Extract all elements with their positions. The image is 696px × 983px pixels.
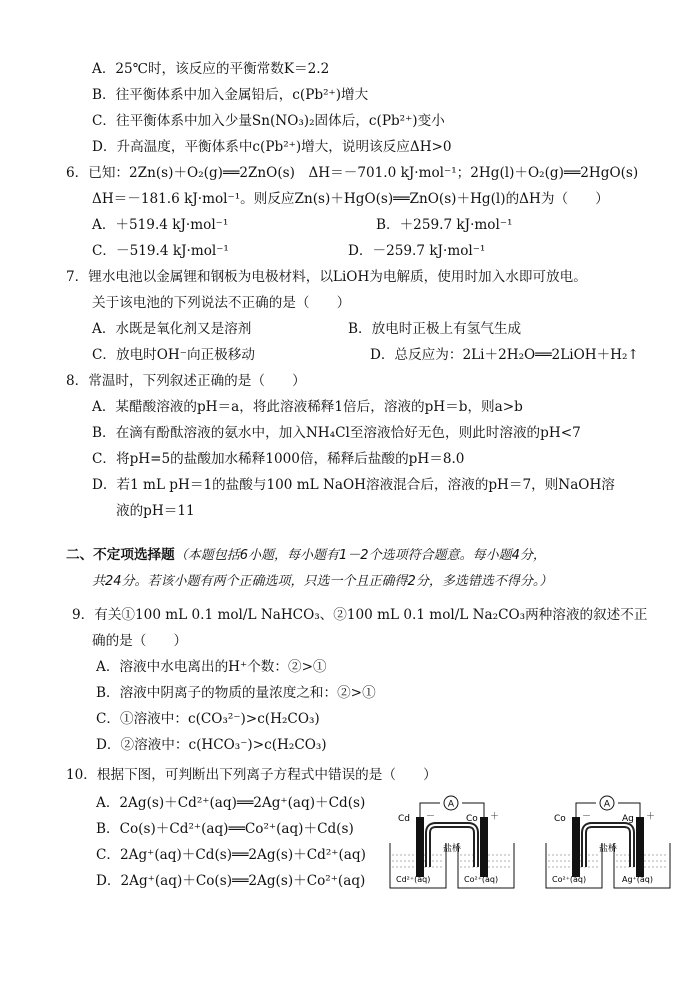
left-electrode-left-label: Cd: [398, 814, 410, 824]
q8-option-d-line2: 液的pH＝11: [116, 503, 195, 519]
q6-option-d: D．－259.7 kJ·mol⁻¹: [348, 243, 486, 259]
q9-option-d: D．②溶液中：c(HCO₃⁻)>c(H₂CO₃): [96, 737, 327, 753]
q6-stem-line1: 6．已知：2Zn(s)＋O₂(g)══2ZnO(s) ΔH＝－701.0 kJ·mol⁻¹；2Hg(l)＋O₂(g)══2HgO(s): [66, 165, 639, 181]
left-electrode-right-label: Co: [466, 814, 478, 824]
q5-option-b: B．往平衡体系中加入金属铅后，c(Pb²⁺)增大: [92, 87, 369, 103]
q10-option-a: A．2Ag(s)＋Cd²⁺(aq)══2Ag⁺(aq)＋Cd(s): [96, 795, 366, 811]
q8-stem: 8．常温时，下列叙述正确的是（ ）: [66, 373, 306, 389]
left-sign-right: ＋: [490, 812, 500, 822]
q9-option-b: B．溶液中阴离子的物质的量浓度之和：②>①: [96, 685, 376, 701]
q7-stem-line1: 7．锂水电池以金属锂和钢板为电极材料，以LiOH为电解质，使用时加入水即可放电。: [66, 269, 587, 285]
right-solution-right: Ag⁺(aq): [622, 875, 653, 884]
left-ammeter-label: A: [447, 799, 455, 810]
right-ammeter-label: A: [603, 799, 611, 810]
q8-option-c: C．将pH=5的盐酸加水稀释1000倍，稀释后盐酸的pH＝8.0: [92, 451, 465, 467]
section-heading: [66, 546, 546, 565]
right-salt-bridge-label: 盐桥: [598, 844, 618, 854]
q9-stem-line2: 确的是（ ）: [92, 633, 188, 649]
left-co-electrode: [480, 817, 488, 877]
q6-option-a: A．＋519.4 kJ·mol⁻¹: [92, 217, 229, 233]
q10-option-b: B．Co(s)＋Cd²⁺(aq)══Co²⁺(aq)＋Cd(s): [96, 821, 354, 837]
right-sign-right: ＋: [646, 812, 656, 822]
left-sign-left: －: [426, 812, 436, 822]
q6-option-c: C．－519.4 kJ·mol⁻¹: [92, 243, 229, 259]
right-electrode-left-label: Co: [554, 814, 566, 824]
q5-option-d: D．升高温度，平衡体系中c(Pb²⁺)增大，说明该反应ΔH>0: [92, 139, 452, 155]
q5-option-a: A．25℃时，该反应的平衡常数K＝2.2: [92, 61, 330, 77]
q10-stem: 10．根据下图，可判断出下列离子方程式中错误的是（ ）: [66, 767, 437, 783]
q7-option-b: B．放电时正极上有氢气生成: [348, 321, 522, 337]
q7-option-d: D．总反应为：2Li＋2H₂O══2LiOH＋H₂↑: [370, 347, 639, 363]
q5-option-c: C．往平衡体系中加入少量Sn(NO₃)₂固体后，c(Pb²⁺)变小: [92, 113, 445, 129]
left-cell: [390, 796, 514, 888]
section-title: 二、不定项选择题: [66, 547, 175, 563]
right-co-electrode: [572, 817, 580, 877]
left-solution-left: Cd²⁺(aq): [396, 875, 431, 884]
left-salt-bridge-label: 盐桥: [442, 844, 462, 854]
q7-stem-line2: 关于该电池的下列说法不正确的是（ ）: [92, 295, 351, 311]
q8-option-a: A．某醋酸溶液的pH＝a，将此溶液稀释1倍后，溶液的pH＝b，则a>b: [92, 399, 523, 415]
section-note-line1: （本题包括6小题，每小题有1－2个选项符合题意。每小题4分，: [174, 548, 546, 563]
right-sign-left: －: [582, 812, 592, 822]
right-electrode-right-label: Ag: [622, 814, 634, 824]
q10-option-c: C．2Ag⁺(aq)＋Cd(s)══2Ag(s)＋Cd²⁺(aq): [96, 847, 366, 863]
left-solution-right: Co²⁺(aq): [464, 875, 499, 884]
q10-option-d: D．2Ag⁺(aq)＋Co(s)══2Ag(s)＋Co²⁺(aq): [96, 873, 366, 889]
q8-option-b: B．在滴有酚酞溶液的氨水中，加入NH₄Cl至溶液恰好无色，则此时溶液的pH<7: [92, 425, 581, 441]
q9-option-c: C．①溶液中：c(CO₃²⁻)>c(H₂CO₃): [96, 711, 320, 727]
right-solution-left: Co²⁺(aq): [552, 875, 587, 884]
right-ag-electrode: [636, 817, 644, 877]
q6-option-b: B．＋259.7 kJ·mol⁻¹: [376, 217, 513, 233]
q7-option-a: A．水既是氧化剂又是溶剂: [92, 321, 252, 337]
right-cell: [546, 796, 670, 888]
section-note-row2: [92, 572, 552, 591]
left-cd-electrode: [416, 817, 424, 877]
q9-stem-line1: 9．有关①100 mL 0.1 mol/L NaHCO₃、②100 mL 0.1 mol/L Na₂CO₃两种溶液的叙述不正: [72, 607, 648, 623]
q8-option-d-line1: D．若1 mL pH＝1的盐酸与100 mL NaOH溶液混合后，溶液的pH＝7，则NaOH溶: [92, 477, 615, 493]
q7-option-c: C．放电时OH⁻向正极移动: [92, 347, 255, 363]
q6-stem-line2: ΔH＝－181.6 kJ·mol⁻¹。则反应Zn(s)＋HgO(s)══ZnO(s)＋Hg(l)的ΔH为（ ）: [92, 191, 609, 207]
galvanic-cells-diagram: [388, 795, 680, 897]
section-note-line2: 共24分。若该小题有两个正确选项，只选一个且正确得2分，多选错选不得分。）: [92, 574, 553, 589]
q9-option-a: A．溶液中水电离出的H⁺个数：②>①: [96, 659, 327, 675]
